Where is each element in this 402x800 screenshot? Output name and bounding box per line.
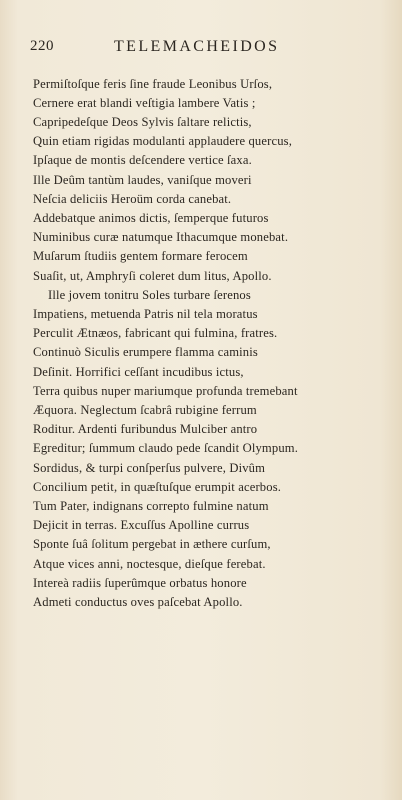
verse-line: Continuò Siculis erumpere flamma caminis xyxy=(33,345,258,359)
verse-line: Roditur. Ardenti furibundus Mulciber antro xyxy=(33,422,258,436)
verse-line: Addebatque animos dictis, ſemperque futuros xyxy=(33,211,269,225)
verse-line: Tum Pater, indignans correpto fulmine natum xyxy=(33,499,269,513)
verse-line: Quin etiam rigidas modulanti applaudere quercus, xyxy=(33,134,293,148)
verse-line: Impatiens, metuenda Patris nil tela moratus xyxy=(33,307,258,321)
verse-line: Admeti conductus oves paſcebat Apollo. xyxy=(33,595,243,609)
verse-line: Muſarum ſtudiis gentem formare ferocem xyxy=(33,249,248,263)
verse-line: Egreditur; ſummum claudo pede ſcandit Olympum. xyxy=(33,441,299,455)
verse-line: Terra quibus nuper mariumque profunda tremebant xyxy=(33,384,298,398)
verse-line: Permiſtoſque feris ſine fraude Leonibus Urſos, xyxy=(33,77,273,91)
verse-line: Sordidus, & turpi conſperſus pulvere, Divûm xyxy=(33,461,266,475)
page-header xyxy=(30,38,368,60)
verse-line: Neſcia deliciis Heroüm corda canebat. xyxy=(33,192,232,206)
verse-line: Suaſit, ut, Amphryſi coleret dum litus, Apollo. xyxy=(33,269,272,283)
verse-line: Æquora. Neglectum ſcabrâ rubigine ferrum xyxy=(33,403,257,417)
verse-line: Ille Deûm tantùm laudes, vaniſque moveri xyxy=(33,173,252,187)
verse-line: Ipſaque de montis deſcendere vertice ſaxa. xyxy=(33,153,252,167)
verse-line: Ille jovem tonitru Soles turbare ſerenos xyxy=(48,288,251,302)
verse-line: Dejicit in terras. Excuſſus Apolline currus xyxy=(33,518,250,532)
verse-line: Capripedeſque Deos Sylvis ſaltare relictis, xyxy=(33,115,252,129)
verse-line: Numinibus curæ natumque Ithacumque monebat. xyxy=(33,230,289,244)
verse-line: Atque vices anni, noctesque, dieſque ferebat. xyxy=(33,557,266,571)
verse-line: Sponte ſuâ ſolitum pergebat in æthere curſum, xyxy=(33,537,271,551)
running-title: TELEMACHEIDOS xyxy=(114,38,280,55)
verse-line: Concilium petit, in quæſtuſque erumpit acerbos. xyxy=(33,480,282,494)
verse-line: Perculit Ætnæos, fabricant qui fulmina, fratres. xyxy=(33,326,278,340)
verse-line: Intereà radiis ſuperûmque orbatus honore xyxy=(33,576,247,590)
page-number: 220 xyxy=(30,38,54,54)
verse-line: Cernere erat blandi veſtigia lambere Vatis ; xyxy=(33,96,256,110)
verse-line: Deſinit. Horrifici ceſſant incudibus ictus, xyxy=(33,365,244,379)
